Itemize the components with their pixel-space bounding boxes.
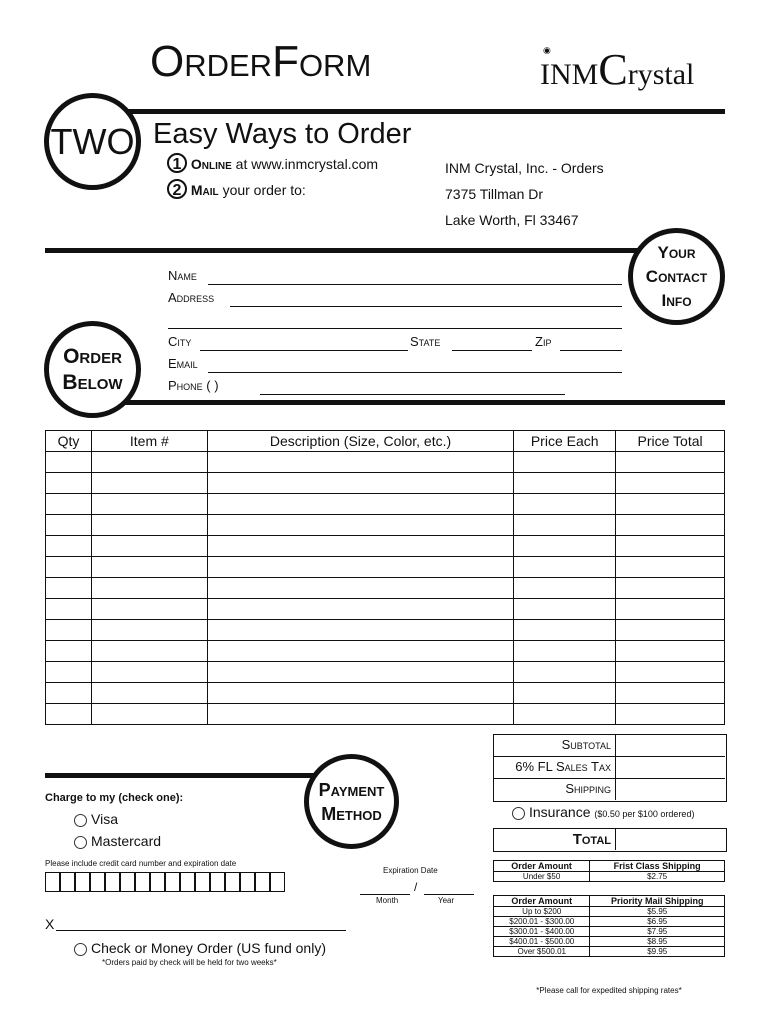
email-field[interactable] xyxy=(208,356,622,373)
price-total-cell[interactable] xyxy=(616,641,725,662)
first-class-rate-header: Frist Class Shipping xyxy=(590,861,725,872)
priority-row xyxy=(494,947,725,957)
logo-c: C xyxy=(598,45,628,94)
item-number-cell[interactable] xyxy=(91,494,207,515)
first-class-amount: Under $50 xyxy=(494,872,590,882)
item-number-cell[interactable] xyxy=(91,704,207,725)
email-label: Email xyxy=(168,356,198,371)
description-cell[interactable] xyxy=(207,557,514,578)
priority-amount: $200.01 - $300.00 xyxy=(494,917,590,927)
order-below-badge xyxy=(44,321,141,418)
check-label: Check or Money Order (US fund only) xyxy=(91,940,326,956)
address-line-1: INM Crystal, Inc. - Orders xyxy=(445,160,604,176)
cc-digit-box[interactable] xyxy=(90,872,105,892)
price-total-cell[interactable] xyxy=(616,473,725,494)
description-cell[interactable] xyxy=(207,515,514,536)
qty-cell[interactable] xyxy=(46,662,92,683)
items-table xyxy=(45,430,725,725)
item-number-cell[interactable] xyxy=(91,599,207,620)
total-divider xyxy=(615,828,616,850)
visa-radio[interactable] xyxy=(74,814,87,827)
description-cell[interactable] xyxy=(207,641,514,662)
number-two-icon: 2 xyxy=(167,179,187,199)
visa-option[interactable] xyxy=(74,811,118,827)
check-option[interactable] xyxy=(74,940,326,956)
shipping-label: Shipping xyxy=(565,781,611,796)
price-total-cell[interactable] xyxy=(616,662,725,683)
subtotal-field[interactable] xyxy=(617,735,724,755)
description-cell[interactable] xyxy=(207,494,514,515)
cc-note: Please include credit card number and expiration date xyxy=(45,859,237,868)
sales-tax-field[interactable] xyxy=(617,757,724,777)
item-number-cell[interactable] xyxy=(91,557,207,578)
qty-cell[interactable] xyxy=(46,452,92,473)
address-line-3: Lake Worth, Fl 33467 xyxy=(445,212,579,228)
price-total-cell[interactable] xyxy=(616,599,725,620)
priority-amount: Up to $200 xyxy=(494,907,590,917)
cc-digit-box[interactable] xyxy=(135,872,150,892)
qty-cell[interactable] xyxy=(46,473,92,494)
city-label: City xyxy=(168,334,192,349)
price-total-cell[interactable] xyxy=(616,515,725,536)
qty-cell[interactable] xyxy=(46,557,92,578)
item-row xyxy=(46,641,725,662)
description-cell[interactable] xyxy=(207,704,514,725)
item-row xyxy=(46,620,725,641)
price-each-cell[interactable] xyxy=(514,536,616,557)
first-class-row xyxy=(494,872,725,882)
priority-row xyxy=(494,917,725,927)
price-total-cell[interactable] xyxy=(616,683,725,704)
price-each-cell[interactable] xyxy=(514,473,616,494)
cc-digit-box[interactable] xyxy=(120,872,135,892)
priority-row xyxy=(494,937,725,947)
first-class-shipping-table xyxy=(493,860,725,882)
payment-badge-line2: Method xyxy=(321,803,382,824)
price-total-header: Price Total xyxy=(616,431,725,452)
qty-cell[interactable] xyxy=(46,683,92,704)
payment-badge-line1: Payment xyxy=(318,779,385,800)
zip-label: Zip xyxy=(535,334,552,349)
payment-method-badge xyxy=(304,754,399,849)
price-each-cell[interactable] xyxy=(514,683,616,704)
item-row xyxy=(46,599,725,620)
mailing-address xyxy=(445,155,604,233)
state-label: State xyxy=(410,334,441,349)
subtotal-label: Subtotal xyxy=(561,737,611,752)
exp-month-field[interactable] xyxy=(360,880,410,895)
signature-x: X xyxy=(45,916,55,932)
qty-cell[interactable] xyxy=(46,494,92,515)
description-cell[interactable] xyxy=(207,599,514,620)
mastercard-option[interactable] xyxy=(74,833,161,849)
priority-rate: $7.95 xyxy=(590,927,725,937)
contact-rule-top xyxy=(45,248,645,253)
priority-amount-header: Order Amount xyxy=(494,896,590,907)
qty-cell[interactable] xyxy=(46,641,92,662)
item-number-cell[interactable] xyxy=(91,662,207,683)
header-rule xyxy=(100,109,725,114)
cc-digit-box[interactable] xyxy=(225,872,240,892)
item-row xyxy=(46,515,725,536)
item-number-cell[interactable] xyxy=(91,452,207,473)
check-note: *Orders paid by check will be held for two weeks* xyxy=(102,958,277,967)
online-label: Online xyxy=(190,156,232,172)
name-field[interactable] xyxy=(208,268,622,285)
check-radio[interactable] xyxy=(74,943,87,956)
contact-badge-line2: Contact xyxy=(645,266,708,286)
mail-text: your order to: xyxy=(222,182,306,198)
online-method xyxy=(167,153,378,175)
address-label: Address xyxy=(168,290,215,305)
item-number-cell[interactable] xyxy=(91,536,207,557)
price-each-cell[interactable] xyxy=(514,704,616,725)
item-number-header: Item # xyxy=(91,431,207,452)
price-total-cell[interactable] xyxy=(616,557,725,578)
cc-digit-box[interactable] xyxy=(255,872,270,892)
item-number-cell[interactable] xyxy=(91,473,207,494)
item-row xyxy=(46,473,725,494)
first-class-rate: $2.75 xyxy=(590,872,725,882)
logo-prefix: INM xyxy=(540,58,599,91)
item-number-cell[interactable] xyxy=(91,641,207,662)
price-total-cell[interactable] xyxy=(616,494,725,515)
exp-year-field[interactable] xyxy=(424,880,474,895)
description-cell[interactable] xyxy=(207,473,514,494)
price-each-cell[interactable] xyxy=(514,452,616,473)
total-field[interactable] xyxy=(617,829,724,849)
phone-label: Phone ( ) xyxy=(168,378,219,393)
qty-header: Qty xyxy=(46,431,92,452)
item-row xyxy=(46,662,725,683)
price-each-cell[interactable] xyxy=(514,620,616,641)
item-row xyxy=(46,452,725,473)
first-class-amount-header: Order Amount xyxy=(494,861,590,872)
cc-digit-box[interactable] xyxy=(105,872,120,892)
address-field-2[interactable] xyxy=(168,312,622,329)
priority-header-row xyxy=(494,896,725,907)
signature-field[interactable] xyxy=(56,914,346,931)
cc-digit-box[interactable] xyxy=(240,872,255,892)
insurance-radio[interactable] xyxy=(512,807,525,820)
item-row xyxy=(46,578,725,599)
two-badge xyxy=(44,93,141,190)
price-each-cell[interactable] xyxy=(514,515,616,536)
price-each-cell[interactable] xyxy=(514,557,616,578)
price-each-cell[interactable] xyxy=(514,578,616,599)
name-label: Name xyxy=(168,268,197,283)
cc-digit-box[interactable] xyxy=(180,872,195,892)
price-total-cell[interactable] xyxy=(616,578,725,599)
item-number-cell[interactable] xyxy=(91,515,207,536)
qty-cell[interactable] xyxy=(46,704,92,725)
cc-digit-box[interactable] xyxy=(75,872,90,892)
page-title: OrderForm xyxy=(150,37,372,86)
company-logo xyxy=(540,45,695,94)
price-each-cell[interactable] xyxy=(514,599,616,620)
description-header: Description (Size, Color, etc.) xyxy=(207,431,514,452)
logo-suffix: rystal xyxy=(627,58,695,91)
price-total-cell[interactable] xyxy=(616,620,725,641)
address-field[interactable] xyxy=(230,290,622,307)
priority-amount: $300.01 - $400.00 xyxy=(494,927,590,937)
mail-method xyxy=(167,179,378,201)
priority-row xyxy=(494,907,725,917)
item-number-cell[interactable] xyxy=(91,620,207,641)
price-each-cell[interactable] xyxy=(514,494,616,515)
year-label: Year xyxy=(438,896,455,905)
totals-divider xyxy=(615,734,616,800)
shipping-field[interactable] xyxy=(617,779,724,799)
price-each-cell[interactable] xyxy=(514,662,616,683)
qty-cell[interactable] xyxy=(46,578,92,599)
priority-amount: Over $500.01 xyxy=(494,947,590,957)
description-cell[interactable] xyxy=(207,578,514,599)
qty-cell[interactable] xyxy=(46,620,92,641)
description-cell[interactable] xyxy=(207,452,514,473)
mastercard-radio[interactable] xyxy=(74,836,87,849)
price-total-cell[interactable] xyxy=(616,452,725,473)
description-cell[interactable] xyxy=(207,683,514,704)
qty-cell[interactable] xyxy=(46,536,92,557)
insurance-option[interactable] xyxy=(512,804,694,820)
insurance-note: ($0.50 per $100 ordered) xyxy=(594,809,695,819)
cc-digit-box[interactable] xyxy=(270,872,285,892)
phone-field[interactable] xyxy=(260,378,565,395)
cc-digit-box[interactable] xyxy=(195,872,210,892)
month-label: Month xyxy=(376,896,399,905)
contact-badge-line3: Info xyxy=(661,290,692,310)
items-header-row xyxy=(46,431,725,452)
qty-cell[interactable] xyxy=(46,599,92,620)
expedited-note: *Please call for expedited shipping rates* xyxy=(536,986,682,995)
priority-shipping-table xyxy=(493,895,725,957)
priority-rate: $9.95 xyxy=(590,947,725,957)
item-row xyxy=(46,494,725,515)
city-field[interactable] xyxy=(200,334,408,351)
first-class-header-row xyxy=(494,861,725,872)
priority-amount: $400.01 - $500.00 xyxy=(494,937,590,947)
priority-row xyxy=(494,927,725,937)
contact-info-badge xyxy=(628,228,725,325)
description-cell[interactable] xyxy=(207,620,514,641)
contact-rule-bottom xyxy=(120,400,725,405)
order-ways-heading: Easy Ways to Order xyxy=(153,118,412,150)
cc-digit-box[interactable] xyxy=(165,872,180,892)
state-field[interactable] xyxy=(452,334,532,351)
order-badge-line1: Order xyxy=(63,344,122,368)
two-text: TWO xyxy=(50,120,135,162)
order-badge-line2: Below xyxy=(62,370,123,394)
description-cell[interactable] xyxy=(207,536,514,557)
priority-rate: $6.95 xyxy=(590,917,725,927)
expiration-label: Expiration Date xyxy=(383,866,438,875)
cc-digit-box[interactable] xyxy=(150,872,165,892)
priority-rate: $8.95 xyxy=(590,937,725,947)
insurance-label: Insurance xyxy=(529,804,591,820)
price-each-header: Price Each xyxy=(514,431,616,452)
item-number-cell[interactable] xyxy=(91,683,207,704)
item-row xyxy=(46,704,725,725)
cc-digit-box[interactable] xyxy=(60,872,75,892)
exp-slash: / xyxy=(414,880,418,894)
zip-field[interactable] xyxy=(560,334,622,351)
qty-cell[interactable] xyxy=(46,515,92,536)
price-each-cell[interactable] xyxy=(514,641,616,662)
cc-digit-box[interactable] xyxy=(210,872,225,892)
priority-rate-header: Priority Mail Shipping xyxy=(590,896,725,907)
sales-tax-label: 6% FL Sales Tax xyxy=(515,759,611,774)
price-total-cell[interactable] xyxy=(616,704,725,725)
priority-rate: $5.95 xyxy=(590,907,725,917)
mastercard-label: Mastercard xyxy=(91,833,162,849)
visa-label: Visa xyxy=(91,811,118,827)
address-line-2: 7375 Tillman Dr xyxy=(445,186,544,202)
price-total-cell[interactable] xyxy=(616,536,725,557)
item-row xyxy=(46,683,725,704)
logo-globe-icon: ◉ xyxy=(543,45,551,55)
item-row xyxy=(46,557,725,578)
contact-badge-line1: Your xyxy=(657,242,696,262)
total-label: Total xyxy=(572,831,611,848)
order-methods xyxy=(167,153,378,201)
online-text: at www.inmcrystal.com xyxy=(235,156,379,172)
number-one-icon: 1 xyxy=(167,153,187,173)
mail-label: Mail xyxy=(190,182,219,198)
item-row xyxy=(46,536,725,557)
item-number-cell[interactable] xyxy=(91,578,207,599)
cc-digit-box[interactable] xyxy=(45,872,60,892)
charge-label: Charge to my (check one): xyxy=(45,792,184,804)
payment-rule xyxy=(45,773,330,778)
description-cell[interactable] xyxy=(207,662,514,683)
